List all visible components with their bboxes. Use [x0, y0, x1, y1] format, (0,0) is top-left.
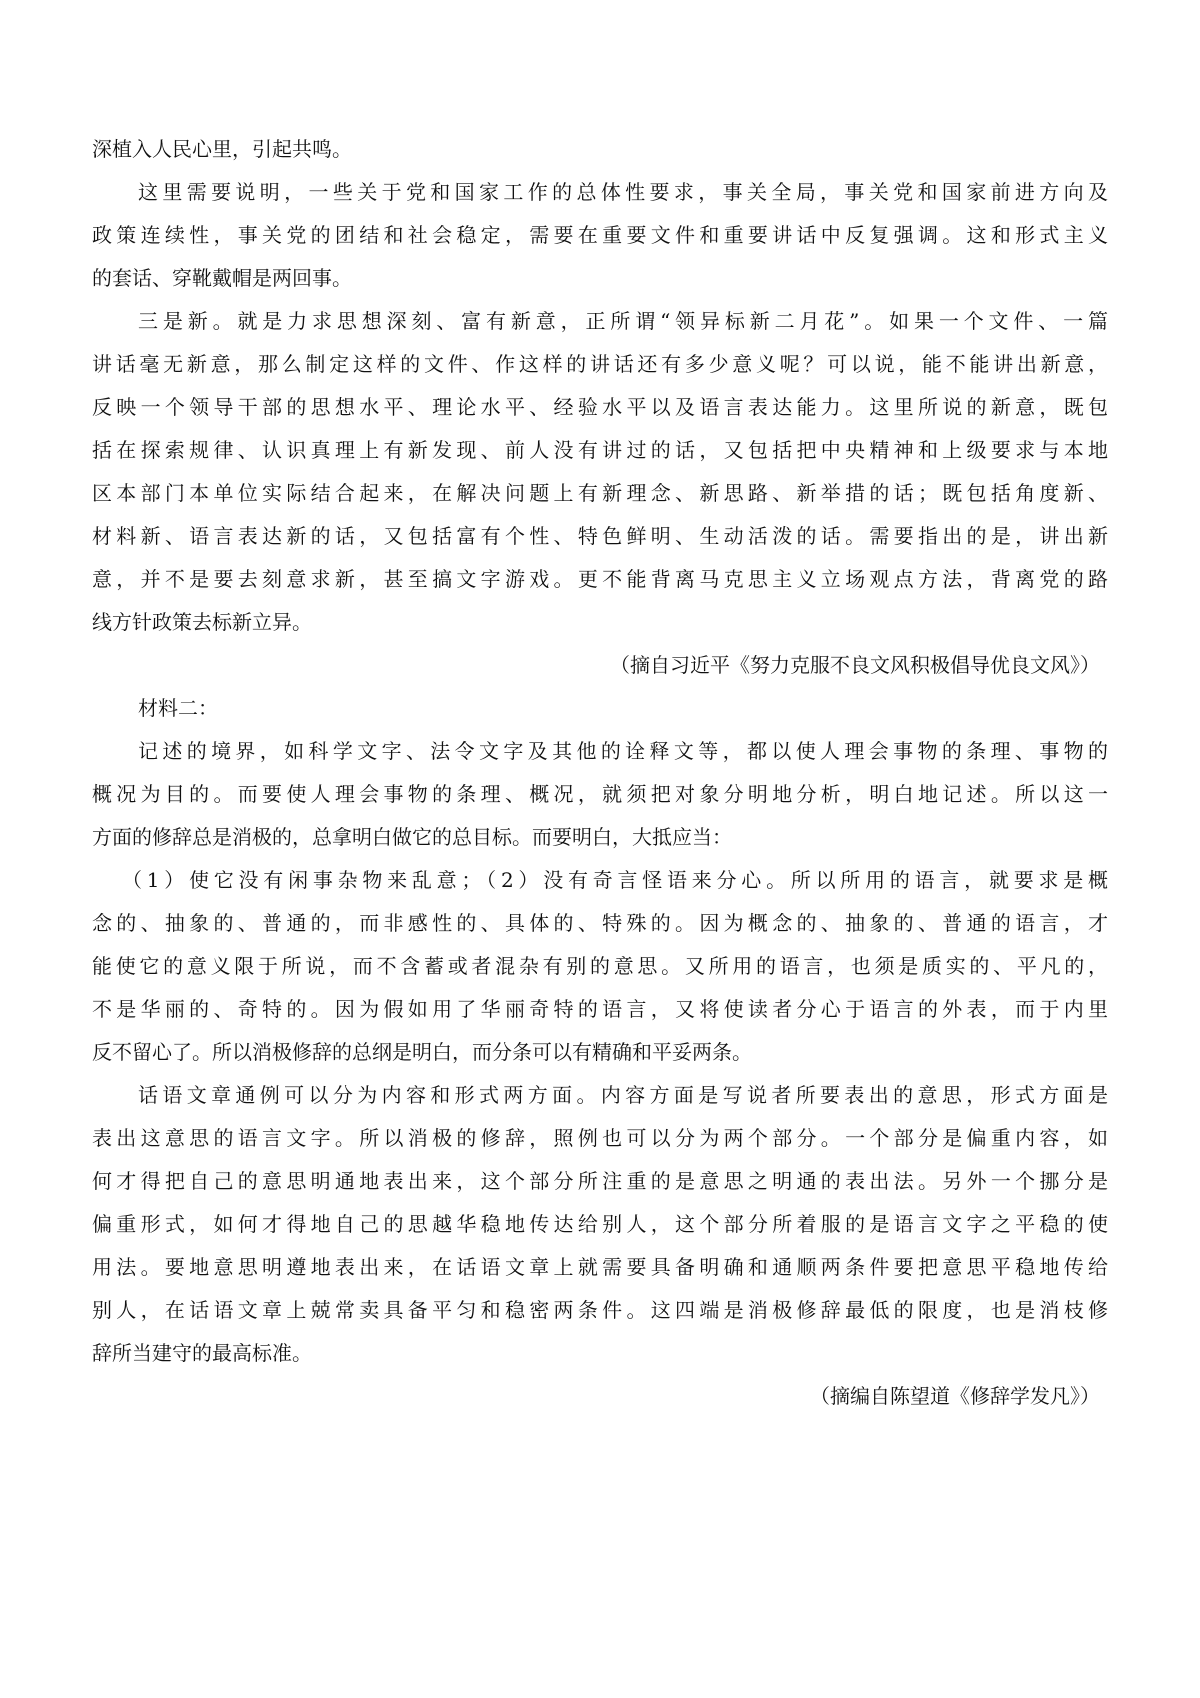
paragraph-line: 三是新。就是力求思想深刻、富有新意，正所谓“领异标新二月花”。如果一个文件、一篇: [138, 309, 1108, 333]
paragraph-line: 讲话毫无新意，那么制定这样的文件、作这样的讲话还有多少意义呢？可以说，能不能讲出新意，: [92, 352, 1108, 376]
paragraph-line: 别人，在话语文章上兢常卖具备平匀和稳密两条件。这四端是消极修辞最低的限度，也是消枝修: [92, 1298, 1108, 1322]
paragraph-line: 何才得把自己的意思明通地表出来，这个部分所注重的是意思之明通的表出法。另外一个挪分是: [92, 1169, 1108, 1193]
source-citation: （摘自习近平《努力克服不良文风积极倡导优良文风》）: [610, 653, 1100, 677]
paragraph-line: （1）使它没有闲事杂物来乱意；（2）没有奇言怪语来分心。所以所用的语言，就要求是概: [122, 868, 1108, 892]
paragraph-line: 不是华丽的、奇特的。因为假如用了华丽奇特的语言，又将使读者分心于语言的外表，而于内里: [92, 997, 1108, 1021]
source-citation: （摘编自陈望道《修辞学发凡》）: [810, 1384, 1100, 1408]
document-page: [92, 128, 1108, 1418]
paragraph-line: 偏重形式，如何才得地自己的思越华稳地传达给别人，这个部分所着服的是语言文字之平稳的使: [92, 1212, 1108, 1236]
paragraph-line: 用法。要地意思明遵地表出来，在话语文章上就需要具备明确和通顺两条件要把意思平稳地传给: [92, 1255, 1108, 1279]
paragraph-line: 能使它的意义限于所说，而不含蓄或者混杂有别的意思。又所用的语言，也须是质实的、平凡的，: [92, 954, 1108, 978]
paragraph-line: 这里需要说明，一些关于党和国家工作的总体性要求，事关全局，事关党和国家前进方向及: [138, 180, 1108, 204]
paragraph-line: 记述的境界，如科学文字、法令文字及其他的诠释文等，都以使人理会事物的条理、事物的: [138, 739, 1108, 763]
paragraph-line: 的套话、穿靴戴帽是两回事。: [92, 266, 352, 290]
paragraph-line: 意，并不是要去刻意求新，甚至搞文字游戏。更不能背离马克思主义立场观点方法，背离党的路: [92, 567, 1108, 591]
paragraph-line: 方面的修辞总是消极的，总拿明白做它的总目标。而要明白，大抵应当：: [92, 825, 732, 849]
paragraph-line: 概况为目的。而要使人理会事物的条理、概况，就须把对象分明地分析，明白地记述。所以这一: [92, 782, 1108, 806]
paragraph-line: 反不留心了。所以消极修辞的总纲是明白，而分条可以有精确和平妥两条。: [92, 1040, 752, 1064]
paragraph-line: 话语文章通例可以分为内容和形式两方面。内容方面是写说者所要表出的意思，形式方面是: [138, 1083, 1108, 1107]
paragraph-line: 区本部门本单位实际结合起来，在解决问题上有新理念、新思路、新举措的话；既包括角度新、: [92, 481, 1108, 505]
paragraph-line: 材料新、语言表达新的话，又包括富有个性、特色鲜明、生动活泼的话。需要指出的是，讲出新: [92, 524, 1108, 548]
paragraph-line: 深植入人民心里，引起共鸣。: [92, 137, 352, 161]
paragraph-line: 线方针政策去标新立异。: [92, 610, 312, 634]
paragraph-line: 政策连续性，事关党的团结和社会稳定，需要在重要文件和重要讲话中反复强调。这和形式主义: [92, 223, 1108, 247]
paragraph-line: 念的、抽象的、普通的，而非感性的、具体的、特殊的。因为概念的、抽象的、普通的语言，才: [92, 911, 1108, 935]
paragraph-line: 表出这意思的语言文字。所以消极的修辞，照例也可以分为两个部分。一个部分是偏重内容，如: [92, 1126, 1108, 1150]
paragraph-line: 辞所当建守的最高标准。: [92, 1341, 312, 1365]
section-heading: 材料二：: [138, 696, 218, 720]
paragraph-line: 反映一个领导干部的思想水平、理论水平、经验水平以及语言表达能力。这里所说的新意，既包: [92, 395, 1108, 419]
paragraph-line: 括在探索规律、认识真理上有新发现、前人没有讲过的话，又包括把中央精神和上级要求与本地: [92, 438, 1108, 462]
